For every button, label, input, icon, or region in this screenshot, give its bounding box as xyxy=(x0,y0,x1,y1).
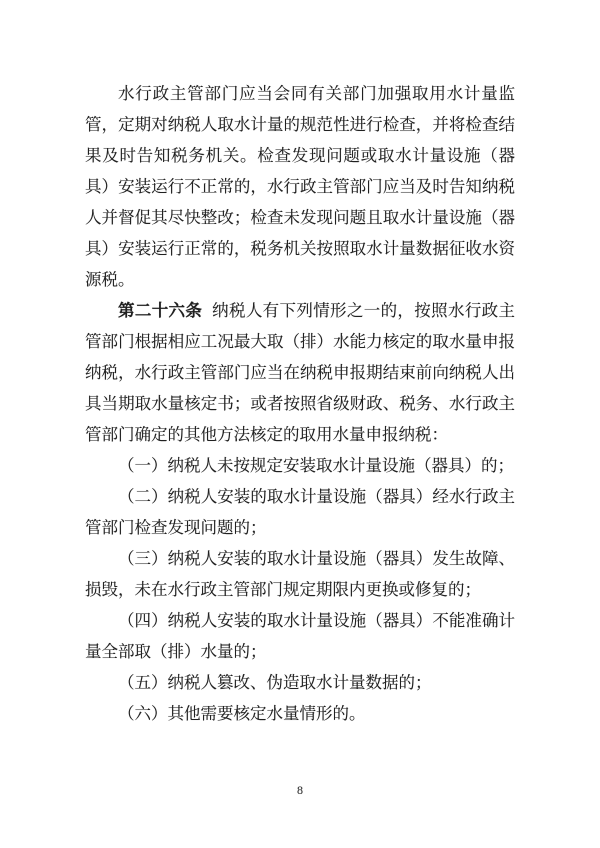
paragraph: （二）纳税人安装的取水计量设施（器具）经水行政主管部门检查发现问题的； xyxy=(85,487,515,537)
paragraph: （六）其他需要核定水量情形的。 xyxy=(118,704,366,723)
document-body xyxy=(85,78,515,729)
paragraph: 水行政主管部门应当会同有关部门加强取用水计量监管，定期对纳税人取水计量的规范性进行检查，并将检查结果及时告知税务机关。检查发现问题或取水计量设施（器具）安装运行不正常的，水行政主管部门应当及时告知纳税人并督促其尽快整改；检查未发现问题且取水计量设施（器具）安装运行正常的，税务机关按照取水计量数据征收水资源税。 xyxy=(85,84,515,289)
page-number: 8 xyxy=(297,783,303,797)
paragraph: （五）纳税人篡改、伪造取水计量数据的； xyxy=(118,673,432,692)
article-number-label: 第二十六条 xyxy=(118,301,203,320)
article-paragraph: 第二十六条 纳税人有下列情形之一的，按照水行政主管部门根据相应工况最大取（排）水能力核定的取水量申报纳税，水行政主管部门应当在纳税申报期结束前向纳税人出具当期取水量核定书；或者按照省级财政、税务、水行政主管部门确定的其他方法核定的取用水量申报纳税： xyxy=(85,301,516,444)
paragraph: （四）纳税人安装的取水计量设施（器具）不能准确计量全部取（排）水量的； xyxy=(85,611,515,661)
paragraph: （一）纳税人未按规定安装取水计量设施（器具）的； xyxy=(118,456,514,475)
paragraph: （三）纳税人安装的取水计量设施（器具）发生故障、损毁，未在水行政主管部门规定期限内更换或修复的； xyxy=(85,549,515,599)
